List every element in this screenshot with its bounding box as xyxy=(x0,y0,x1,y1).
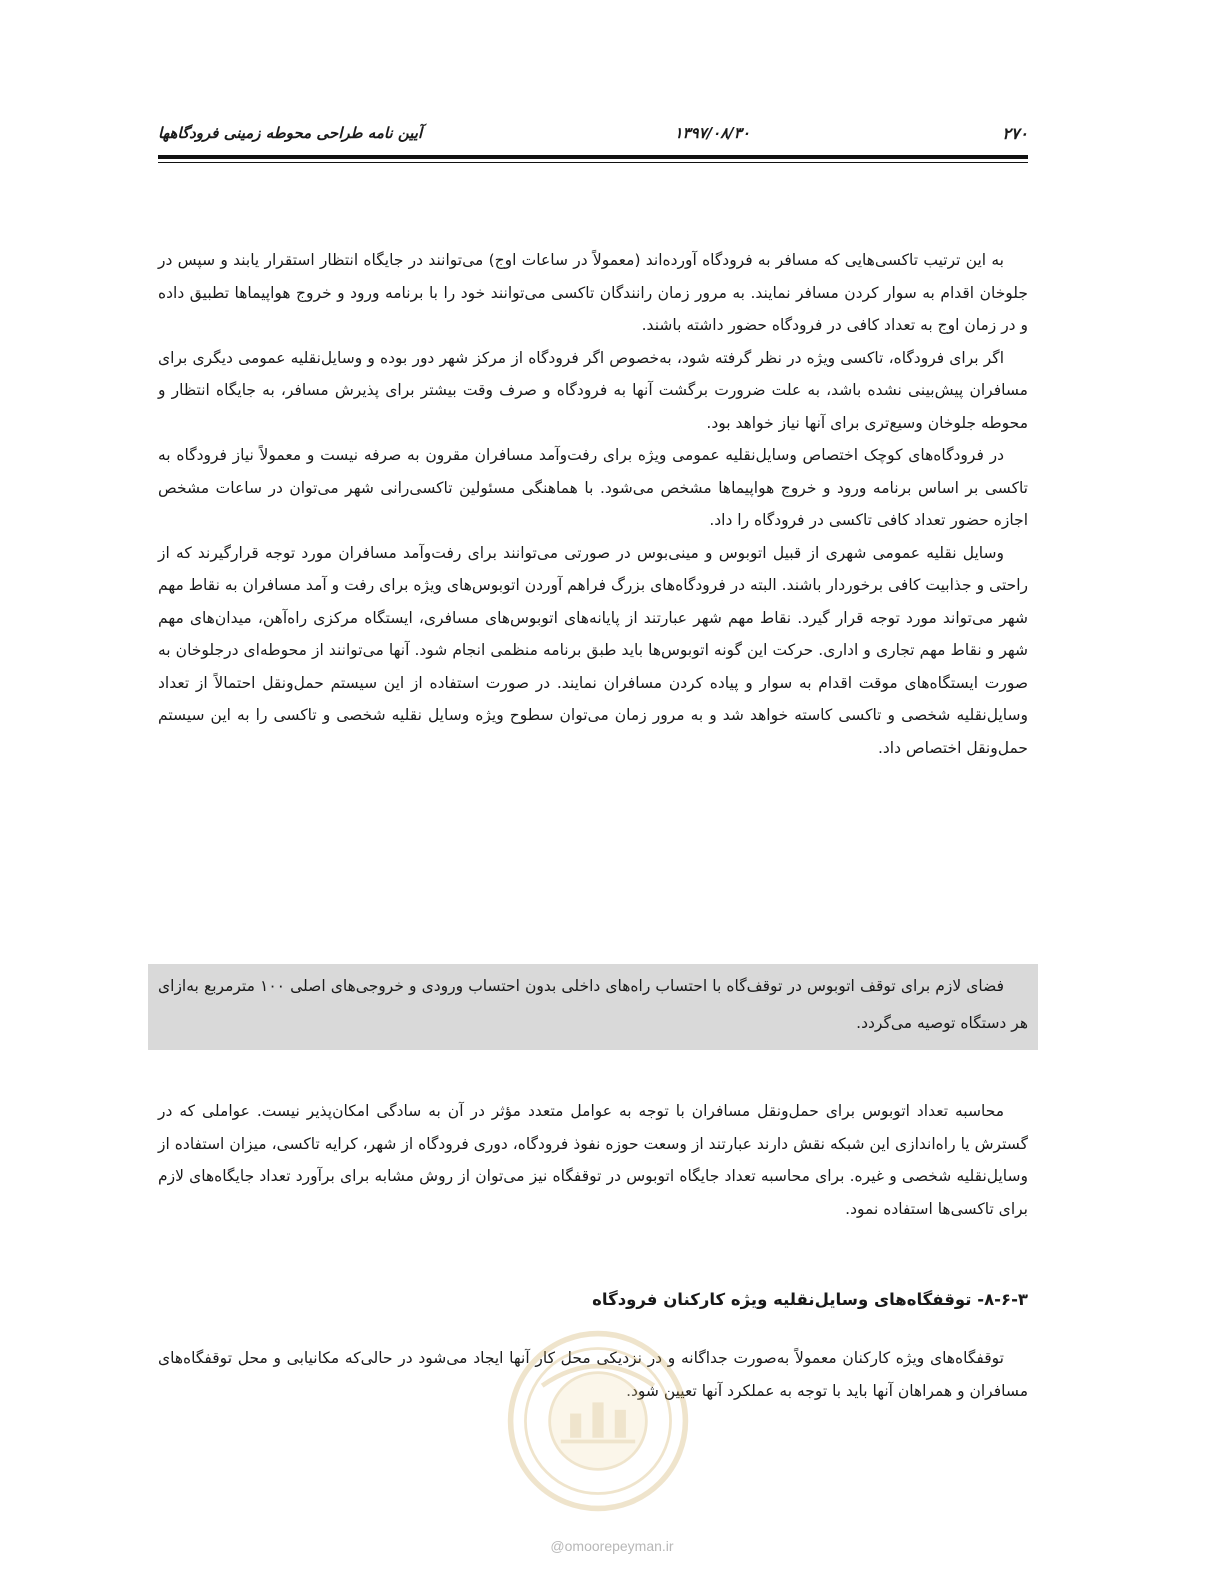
body-text-block-1 xyxy=(158,244,1028,764)
header-rule-thick xyxy=(158,155,1028,159)
paragraph: اگر برای فرودگاه، تاکسی ویژه در نظر گرفته شود، به‌خصوص اگر فرودگاه از مرکز شهر دور بوده و وسایل‌نقلیه عمومی دیگری برای مسافران پیش‌بینی نشده باشد، به علت ضرورت برگشت آنها به فرودگاه و صرف وقت بیشتر برای پذیرش مسافر، به جایگاه انتظار و محوطه جلوخان وسیع‌تری برای آنها نیاز خواهد بود. xyxy=(158,348,1028,432)
body-text-block-2 xyxy=(158,1095,1028,1225)
paragraph: توقفگاه‌های ویژه کارکنان معمولاً به‌صورت جداگانه و در نزدیکی محل کار آنها ایجاد می‌شود در حالی‌که مکانیابی و محل توقفگاه‌های مسافران و همراهان آنها باید با توجه به عملکرد آنها تعیین شود. xyxy=(158,1349,1028,1400)
watermark-url: @omoorepeyman.ir xyxy=(550,1538,674,1554)
paragraph: وسایل نقلیه عمومی شهری از قبیل اتوبوس و مینی‌بوس در صورتی می‌توانند برای رفت‌وآمد مسافران مورد توجه قرارگیرند که از راحتی و جذابیت کافی برخوردار باشند. البته در فرودگاه‌های بزرگ فراهم آوردن اتوبوس‌های ویژه برای رفت و آمد مسافران به نقاط مهم شهر می‌تواند مورد توجه قرار گیرد. نقاط مهم شهر عبارتند از پایانه‌های اتوبوس‌های مسافری، ایستگاه مرکزی راه‌آهن، میدان‌های مهم شهر و نقاط مهم تجاری و اداری. حرکت این گونه اتوبوس‌ها باید طبق برنامه منظمی انجام شود. آنها می‌توانند از محوطه‌ای درجلوخان به صورت ایستگاه‌های موقت اقدام به سوار و پیاده کردن مسافران نمایند. در صورت استفاده از این سیستم حمل‌ونقل احتمالاً از تعداد وسایل‌نقلیه شخصی و تاکسی کاسته خواهد شد و به مرور زمان می‌توان سطوح ویژه وسایل نقلیه شخصی و تاکسی را به این سیستم حمل‌ونقل اختصاص داد. xyxy=(158,543,1028,757)
paragraph: به این ترتیب تاکسی‌هایی که مسافر به فرودگاه آورده‌اند (معمولاً در ساعات اوج) می‌توانند در جایگاه انتظار استقرار یابند و سپس در جلوخان اقدام به سوار کردن مسافر نمایند. به مرور زمان رانندگان تاکسی می‌توانند خود را با برنامه ورود و خروج هواپیماها تطبیق داده و در زمان اوج به تعداد کافی در فرودگاه حضور داشته باشند. xyxy=(158,251,1028,334)
section-heading: ۸-۶-۳- توقفگاه‌های وسایل‌نقلیه ویژه کارکنان فرودگاه xyxy=(592,1290,1028,1309)
paragraph: محاسبه تعداد اتوبوس برای حمل‌ونقل مسافران با توجه به عوامل متعدد مؤثر در آن به سادگی امکان‌پذیر نیست. عواملی که در گسترش یا راه‌اندازی این شبکه نقش دارند عبارتند از وسعت حوزه نفوذ فرودگاه، دوری فرودگاه از شهر، کرایه تاکسی، میزان استفاده از وسایل‌نقلیه شخصی و غیره. برای محاسبه تعداد جایگاه اتوبوس در توقفگاه نیز می‌توان از روش مشابه برای برآورد تعداد جایگاه‌های لازم برای تاکسی‌ها استفاده نمود. xyxy=(158,1102,1028,1218)
header-date: ۱۳۹۷/۰۸/۳۰ xyxy=(674,124,750,142)
header-title: آیین نامه طراحی محوطه زمینی فرودگاهها xyxy=(158,124,423,142)
highlight-box xyxy=(148,964,1038,1050)
page-number: ۲۷۰ xyxy=(1002,123,1028,143)
header-rule-thin xyxy=(158,162,1028,163)
highlight-text: فضای لازم برای توقف اتوبوس در توقف‌گاه با احتساب راه‌های داخلی بدون احتساب ورودی و خروجی‌های اصلی ۱۰۰ مترمربع به‌ازای هر دستگاه توصیه می‌گردد. xyxy=(158,977,1028,1032)
paragraph: در فرودگاه‌های کوچک اختصاص وسایل‌نقلیه عمومی ویژه برای رفت‌وآمد مسافران مقرون به صرفه نیست و معمولاً نیاز فرودگاه به تاکسی بر اساس برنامه ورود و خروج هواپیماها مشخص می‌شود. با هماهنگی مسئولین تاکسی‌رانی شهر می‌توان در ساعات مشخص اجازه حضور تعداد کافی تاکسی در فرودگاه را داد. xyxy=(158,446,1028,529)
running-header xyxy=(158,118,1028,148)
body-text-block-3 xyxy=(158,1342,1028,1407)
